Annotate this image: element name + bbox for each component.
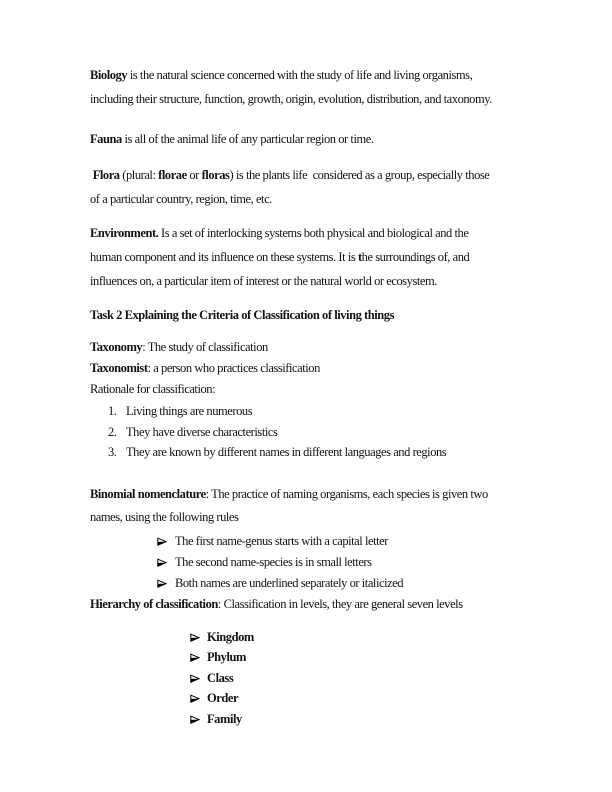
- binomial-rules-list: [90, 531, 528, 594]
- term-hierarchy: Hierarchy of classification: [90, 596, 218, 611]
- rule-item-text: The first name-genus starts with a capital letter: [175, 533, 388, 548]
- arrow-bullet-icon: [190, 627, 207, 648]
- list-number: 2.: [108, 424, 117, 439]
- rationale-list-item: [108, 422, 528, 443]
- rationale-list-item: [108, 442, 528, 463]
- paragraph-hierarchy-text: : Classification in levels, they are general seven levels: [217, 596, 463, 611]
- paragraph-environment-line1: Is a set of interlocking systems both physical and biological and the: [158, 226, 469, 240]
- arrow-bullet-icon: [157, 573, 175, 594]
- paragraph-biology: [90, 63, 528, 111]
- arrow-bullet-icon: [190, 647, 207, 668]
- paragraph-binomial: [90, 483, 528, 529]
- paragraph-flora-line2: of a particular country, region, time, etc.: [90, 192, 272, 206]
- rationale-list: [90, 401, 528, 463]
- paragraph-flora-t1: (plural:: [119, 168, 159, 182]
- arrow-bullet-icon: [157, 531, 175, 552]
- rationale-item-text: They are known by different names in different languages and regions: [126, 445, 447, 459]
- paragraph-hierarchy: [90, 594, 528, 615]
- rule-item: [157, 573, 528, 594]
- paragraph-fauna: [90, 127, 528, 151]
- list-number: 3.: [108, 445, 117, 459]
- definition-taxonomist-text: : a person who practices classification: [147, 361, 320, 375]
- paragraph-biology-line2: including their structure, function, growth, origin, evolution, distribution, and taxonomy.: [90, 92, 492, 106]
- level-item: [190, 627, 528, 648]
- level-item: [190, 709, 528, 730]
- paragraph-flora-t2: or: [186, 168, 202, 182]
- paragraph-binomial-line2: names, using the following rules: [90, 509, 239, 524]
- paragraph-environment-bold-t: t: [357, 250, 362, 264]
- arrow-bullet-icon: [157, 552, 175, 573]
- level-item: [190, 668, 528, 689]
- rationale-item-text: They have diverse characteristics: [126, 424, 278, 439]
- term-florae: florae: [158, 168, 187, 182]
- rule-item: [157, 552, 528, 573]
- level-item-text: Phylum: [207, 650, 246, 664]
- level-item: [190, 647, 528, 668]
- task-heading: [90, 303, 528, 327]
- rule-item-text: The second name-species is in small letters: [175, 554, 372, 569]
- hierarchy-levels-list: [90, 627, 528, 730]
- paragraph-binomial-line1: : The practice of naming organisms, each species is given two: [205, 486, 488, 501]
- rationale-item-text: Living things are numerous: [126, 404, 253, 418]
- paragraph-flora: [90, 163, 528, 211]
- rule-item-text: Both names are underlined separately or italicized: [175, 575, 404, 590]
- task-heading-text: Task 2 Explaining the Criteria of Classification of living things: [90, 308, 395, 322]
- term-taxonomist: Taxonomist: [90, 361, 148, 375]
- arrow-bullet-icon: [190, 668, 207, 689]
- arrow-bullet-icon: [190, 688, 207, 709]
- term-binomial-nomenclature: Binomial nomenclature: [90, 486, 206, 501]
- term-biology: Biology: [90, 68, 128, 82]
- rule-item: [157, 531, 528, 552]
- term-flora: Flora: [90, 168, 120, 182]
- term-floras: floras: [201, 168, 230, 182]
- paragraph-environment-line3: influences on, a particular item of interest or the natural world or ecosystem.: [90, 274, 437, 288]
- term-taxonomy: Taxonomy: [90, 340, 143, 354]
- rationale-list-item: [108, 401, 528, 422]
- paragraph-environment-line2b: he surroundings of, and: [361, 250, 470, 264]
- level-item: [190, 688, 528, 709]
- term-fauna: Fauna: [90, 132, 122, 146]
- paragraph-environment: [90, 221, 528, 293]
- level-item-text: Class: [207, 670, 234, 685]
- rationale-label: Rationale for classification:: [90, 382, 216, 396]
- term-environment: Environment.: [90, 226, 159, 240]
- level-item-text: Family: [207, 711, 242, 726]
- level-item-text: Order: [207, 691, 239, 705]
- paragraph-environment-line2a: human component and its influence on these systems. It is: [90, 250, 358, 264]
- definition-taxonomy-text: : The study of classification: [142, 340, 268, 354]
- definition-taxonomist: [90, 358, 528, 379]
- definition-taxonomy: [90, 337, 528, 358]
- paragraph-fauna-text: is all of the animal life of any particular region or time.: [121, 132, 374, 146]
- paragraph-biology-line1: is the natural science concerned with the study of life and living organisms,: [127, 68, 473, 82]
- arrow-bullet-icon: [190, 709, 207, 730]
- document-content: [90, 63, 528, 729]
- list-number: 1.: [108, 404, 117, 418]
- level-item-text: Kingdom: [207, 629, 254, 644]
- paragraph-flora-t3: ) is the plants life considered as a group, especially those: [229, 168, 490, 182]
